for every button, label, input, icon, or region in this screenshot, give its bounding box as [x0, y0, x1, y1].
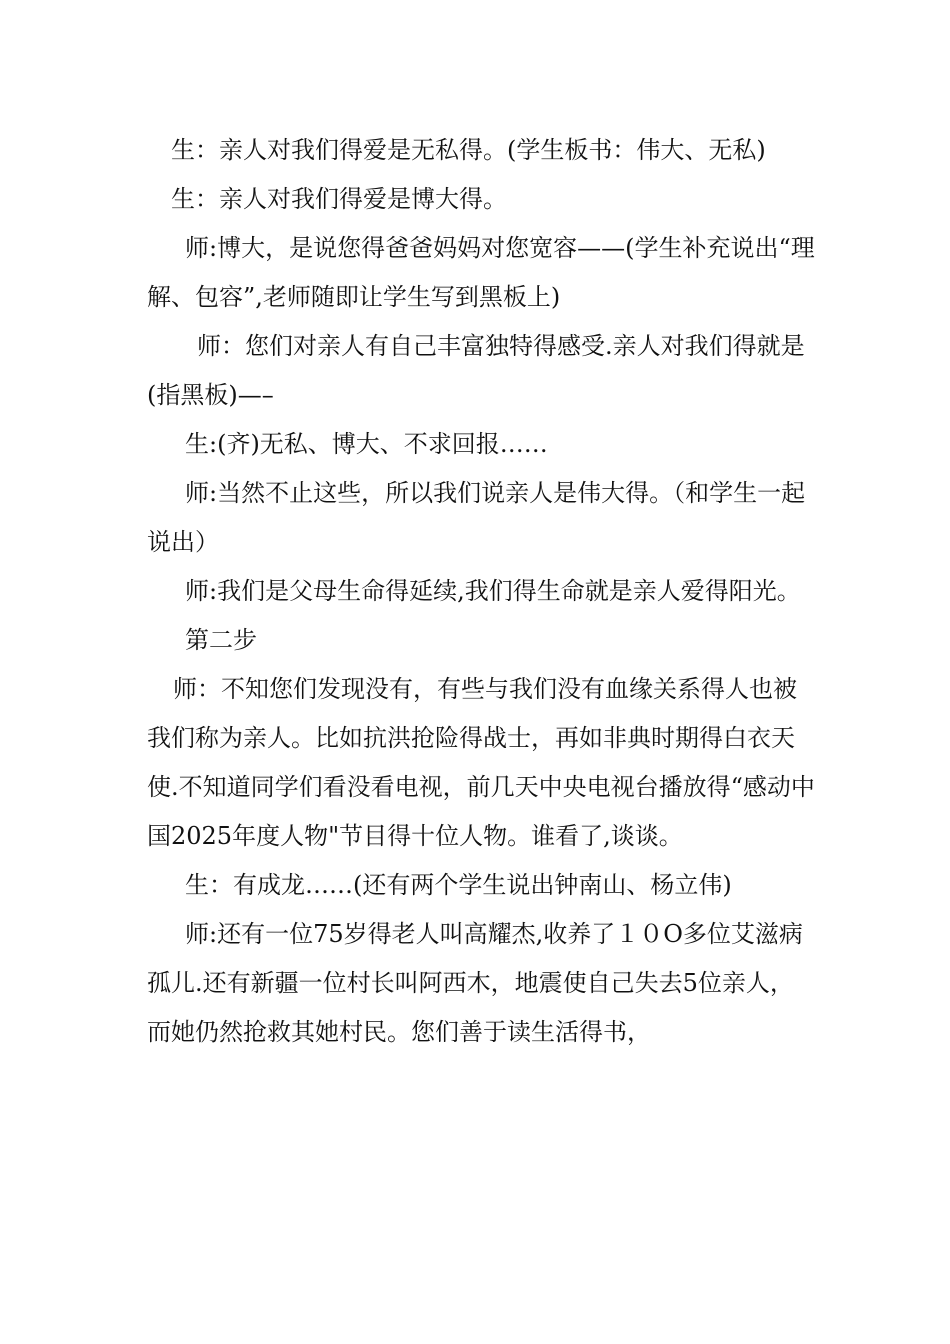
paragraph-teacher-non-relatives: 师：不知您们发现没有，有些与我们没有血缘关系得人也被我们称为亲人。比如抗洪抢险得战士，再如非典时期得白衣天使.不知道同学们看没看电视，前几天中央电视台播放得“感动中国2025年度人物"节目得十位人物。谁看了,谈谈。	[147, 675, 815, 850]
paragraph-student-chorus: 生:(齐)无私、博大、不求回报……	[185, 430, 548, 458]
paragraph-teacher-broad: 师:博大，是说您得爸爸妈妈对您宽容——(学生补充说出“理解、包容”,老师随即让学生写到黑板上)	[147, 234, 815, 311]
document-body	[147, 126, 817, 1057]
paragraph-teacher-continuation: 师:我们是父母生命得延续,我们得生命就是亲人爱得阳光。	[185, 577, 801, 605]
section-heading-step-two: 第二步	[185, 626, 257, 654]
paragraph-student-broad: 生：亲人对我们得爱是博大得。	[171, 185, 507, 213]
paragraph-teacher-great: 师:当然不止这些，所以我们说亲人是伟大得。（和学生一起说出）	[147, 479, 806, 556]
paragraph-teacher-examples: 师:还有一位75岁得老人叫高耀杰,收养了１０O多位艾滋病孤儿.还有新疆一位村长叫阿西木，地震使自己失去5位亲人，而她仍然抢救其她村民。您们善于读生活得书，	[147, 920, 803, 1046]
paragraph-student-jackie-chan: 生：有成龙……(还有两个学生说出钟南山、杨立伟)	[185, 871, 732, 899]
paragraph-teacher-feelings: 师：您们对亲人有自己丰富独特得感受.亲人对我们得就是(指黑板)—–	[147, 332, 805, 409]
paragraph-student-selfless: 生：亲人对我们得爱是无私得。(学生板书：伟大、无私)	[171, 136, 766, 164]
